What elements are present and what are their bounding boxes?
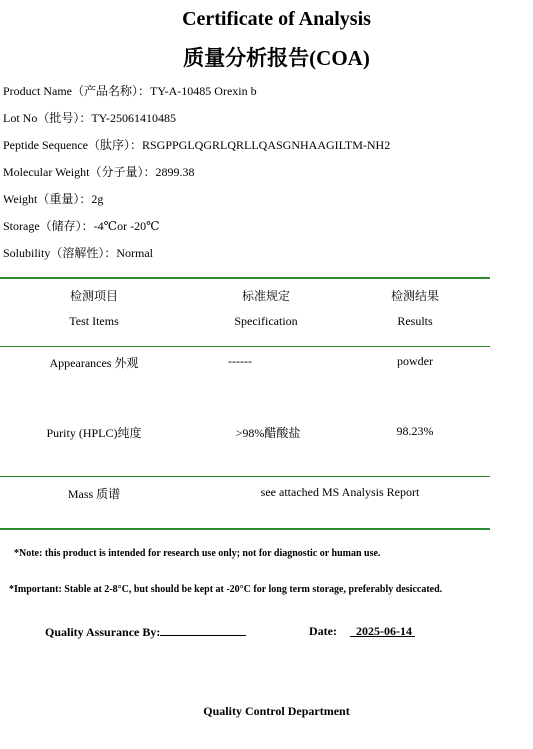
- purity-bottom-rule: [0, 476, 490, 477]
- quality-assurance-signature: [45, 624, 246, 640]
- row-mass-spec: see attached MS Analysis Report: [260, 485, 420, 499]
- storage: Storage（储存）：-4℃or -20℃: [3, 219, 160, 233]
- date-value: 2025-06-14: [355, 624, 412, 638]
- row-purity-result: 98.23%: [396, 424, 434, 438]
- header-specification-cn: 标准规定: [241, 289, 290, 303]
- product-name: Product Name（产品名称）：TY-A-10485 Orexin b: [3, 84, 257, 98]
- qa-signature-line: [160, 624, 246, 636]
- date-label: Date:: [309, 624, 337, 638]
- lot-number: Lot No（批号）：TY-25061410485: [3, 111, 176, 125]
- row-mass-item: Mass 质谱: [67, 487, 121, 501]
- table-bottom-rule: [0, 528, 490, 530]
- table-top-rule: [0, 277, 490, 279]
- weight: Weight（重量）：2g: [3, 192, 104, 206]
- qa-label: Quality Assurance By:: [45, 625, 161, 639]
- research-use-note: *Note: this product is intended for research use only; not for diagnostic or human use.: [14, 548, 381, 559]
- page-title-en: Certificate of Analysis: [182, 8, 371, 30]
- storage-important-note: *Important: Stable at 2-8°C, but should be kept at -20°C for long term storage, preferably desiccated.: [9, 584, 443, 595]
- header-specification-en: Specification: [234, 314, 298, 328]
- page-title-cn: 质量分析报告(COA): [183, 46, 370, 70]
- molecular-weight: Molecular Weight（分子量）：2899.38: [3, 165, 195, 179]
- header-test-items-en: Test Items: [69, 314, 119, 328]
- solubility: Solubility（溶解性）：Normal: [3, 246, 154, 260]
- header-bottom-rule: [0, 346, 490, 347]
- header-test-items-cn: 检测项目: [69, 289, 118, 303]
- peptide-sequence: Peptide Sequence（肽序）：RSGPPGLQGRLQRLLQASGNHAAGILTM-NH2: [3, 138, 391, 152]
- header-results-cn: 检测结果: [390, 289, 439, 303]
- row-purity-item: Purity (HPLC)纯度: [46, 426, 142, 440]
- date-field: [309, 624, 415, 639]
- row-appearance-item: Appearances 外观: [49, 356, 139, 370]
- row-purity-spec: >98%醋酸盐: [235, 426, 301, 440]
- row-appearance-result: powder: [397, 354, 433, 368]
- header-results-en: Results: [397, 314, 433, 328]
- row-appearance-spec: ------: [228, 354, 252, 368]
- department-name: Quality Control Department: [203, 704, 350, 718]
